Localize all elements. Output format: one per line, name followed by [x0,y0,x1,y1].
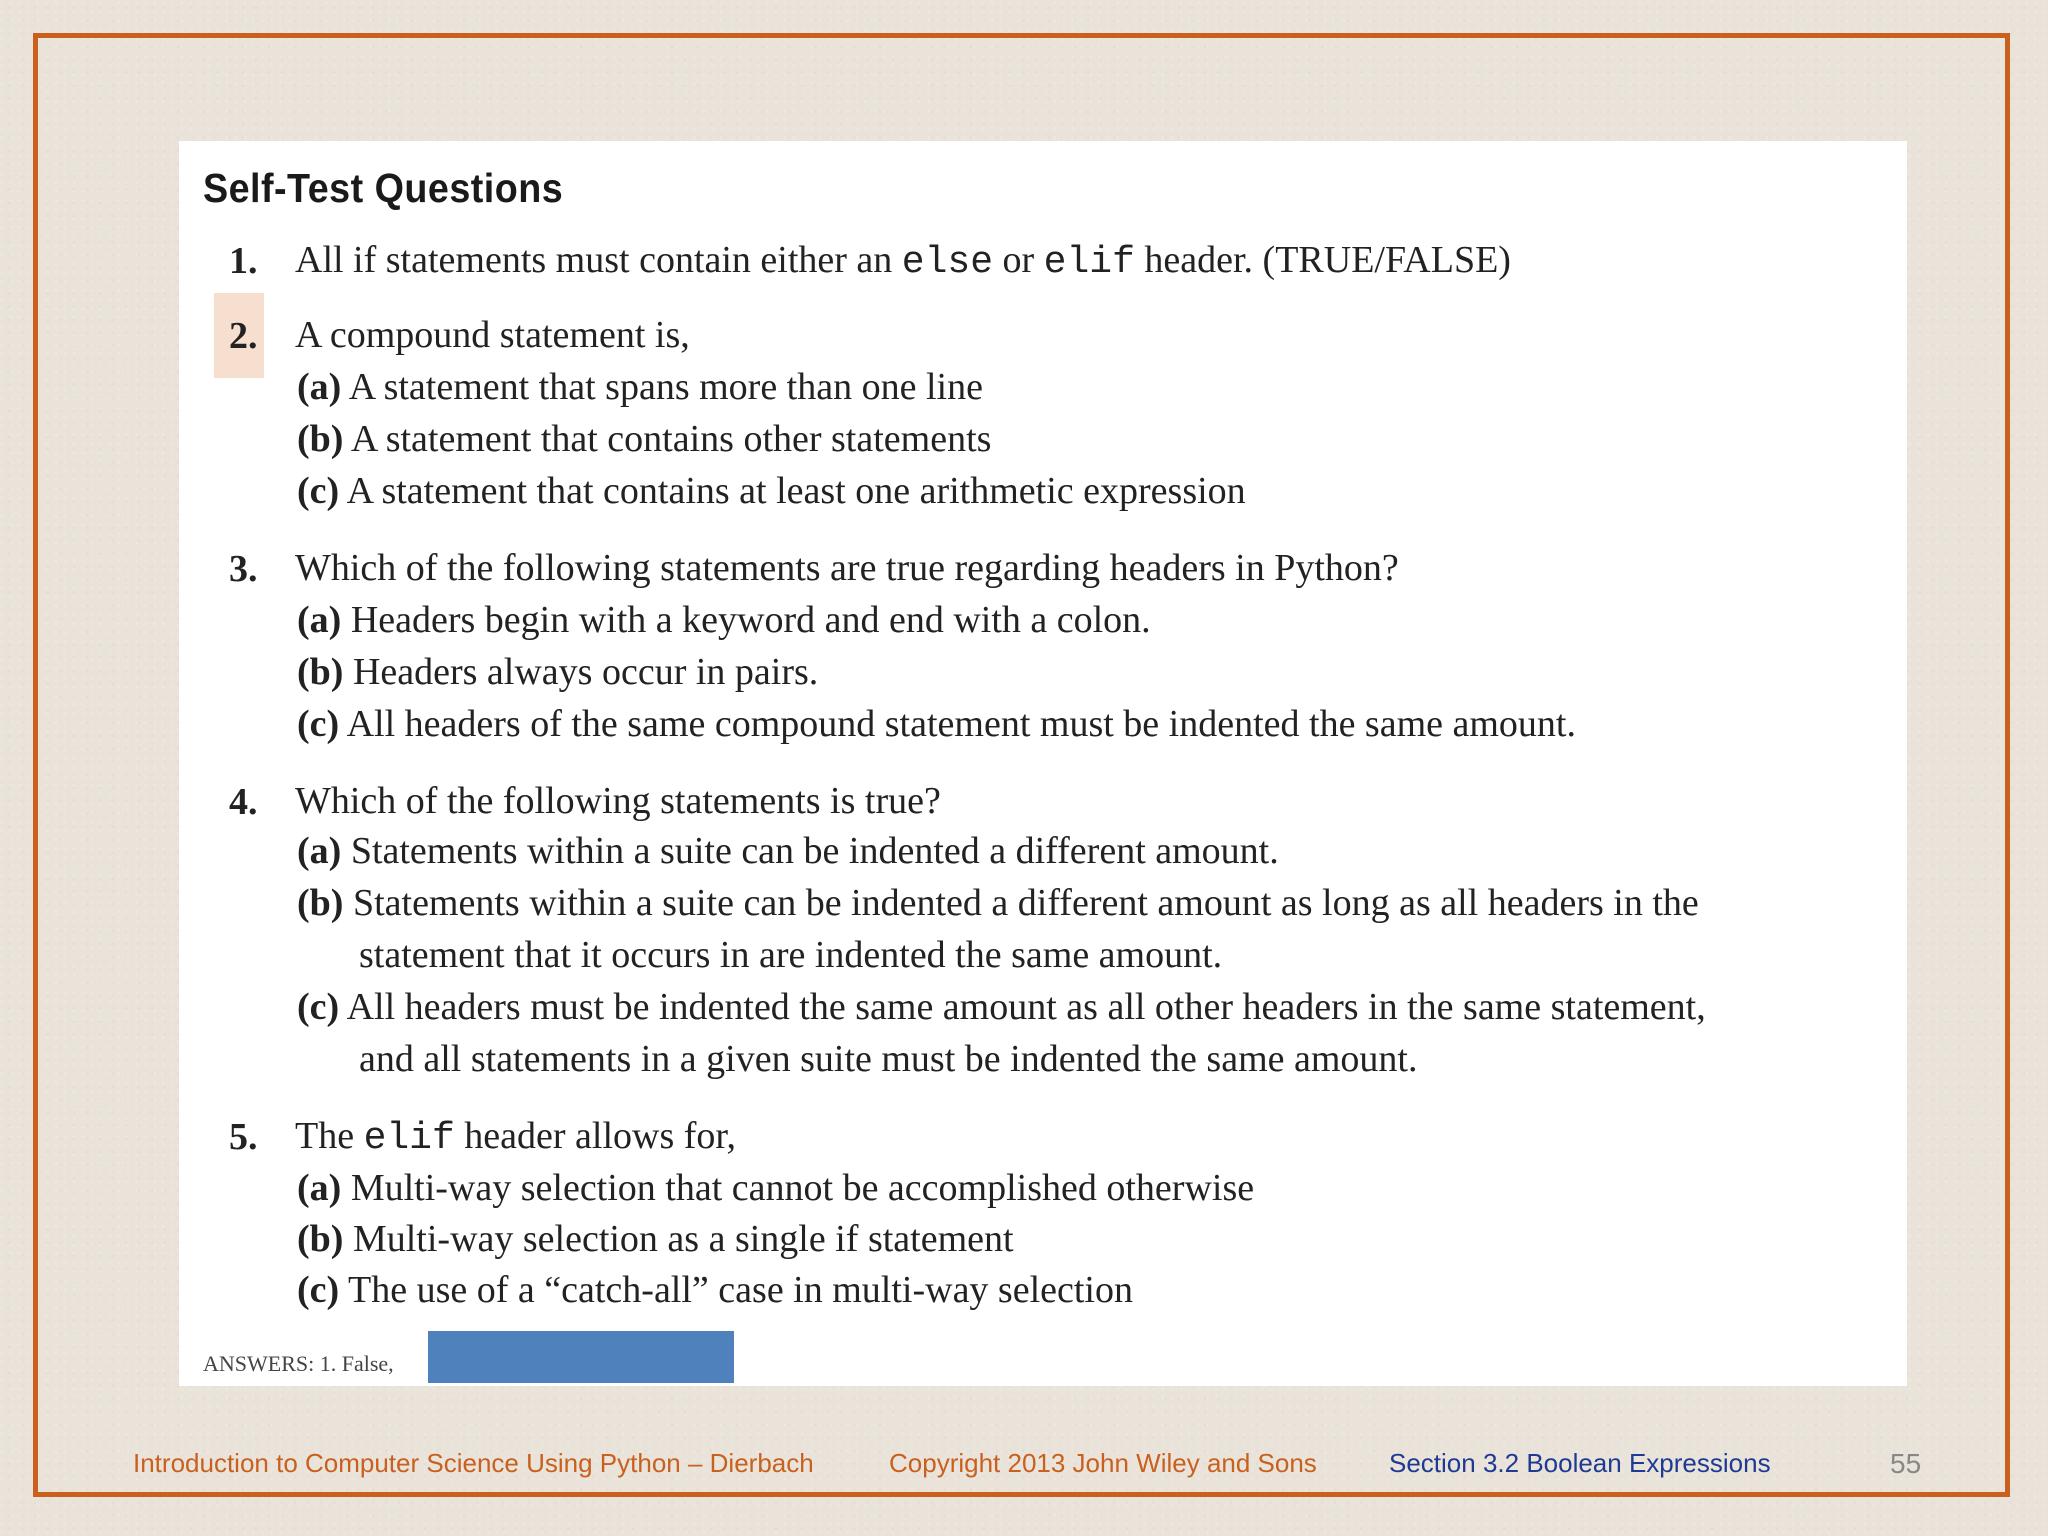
question-2-number: 2. [229,315,258,357]
question-4-option-c: (c) All headers must be indented the same amount as all other headers in the same statement, [297,986,1706,1028]
question-4-number: 4. [229,781,258,823]
footer-section: Section 3.2 Boolean Expressions [1389,1448,1771,1478]
question-4-text: Which of the following statements is true? [295,780,941,822]
code-else: else [901,241,994,284]
question-2-text: A compound statement is, [295,314,690,356]
question-3-number: 3. [229,548,258,590]
question-3-option-c: (c) All headers of the same compound statement must be indented the same amount. [297,703,1576,745]
document-title: Self-Test Questions [203,165,564,211]
question-2-option-b: (b) A statement that contains other statements [297,418,992,460]
question-4-option-b-cont: statement that it occurs in are indented the same amount. [359,934,1223,976]
answers-line: ANSWERS: 1. False, [203,1351,394,1376]
question-5-number: 5. [229,1116,258,1158]
question-5-option-c: (c) The use of a “catch-all” case in multi-way selection [297,1269,1133,1311]
page-number: 55 [1890,1448,1922,1479]
question-1-number: 1. [229,240,258,282]
code-elif: elif [1043,241,1135,284]
question-5-option-b: (b) Multi-way selection as a single if statement [297,1218,1014,1260]
question-5-option-a: (a) Multi-way selection that cannot be accomplished otherwise [297,1167,1255,1209]
self-test-document [179,141,1907,1386]
footer-book-title: Introduction to Computer Science Using Python – Dierbach [133,1448,814,1478]
question-3-option-a: (a) Headers begin with a keyword and end with a colon. [297,599,1151,641]
question-3-option-b: (b) Headers always occur in pairs. [297,651,819,693]
code-elif: elif [363,1117,455,1160]
question-5-text: The elif header allows for, [295,1115,737,1160]
question-2-option-c: (c) A statement that contains at least one arithmetic expression [297,470,1246,512]
question-4-option-c-cont: and all statements in a given suite must be indented the same amount. [359,1038,1418,1080]
question-2-option-a: (a) A statement that spans more than one line [297,366,983,408]
footer-copyright: Copyright 2013 John Wiley and Sons [889,1448,1317,1478]
question-1-text: All if statements must contain either an else or elif header. (TRUE/FALSE) [295,239,1511,284]
question-4-option-b: (b) Statements within a suite can be indented a different amount as long as all headers in the [297,882,1699,924]
question-4-option-a: (a) Statements within a suite can be indented a different amount. [297,830,1279,872]
question-3-text: Which of the following statements are true regarding headers in Python? [295,547,1399,589]
answers-redaction-box[interactable] [428,1331,734,1383]
